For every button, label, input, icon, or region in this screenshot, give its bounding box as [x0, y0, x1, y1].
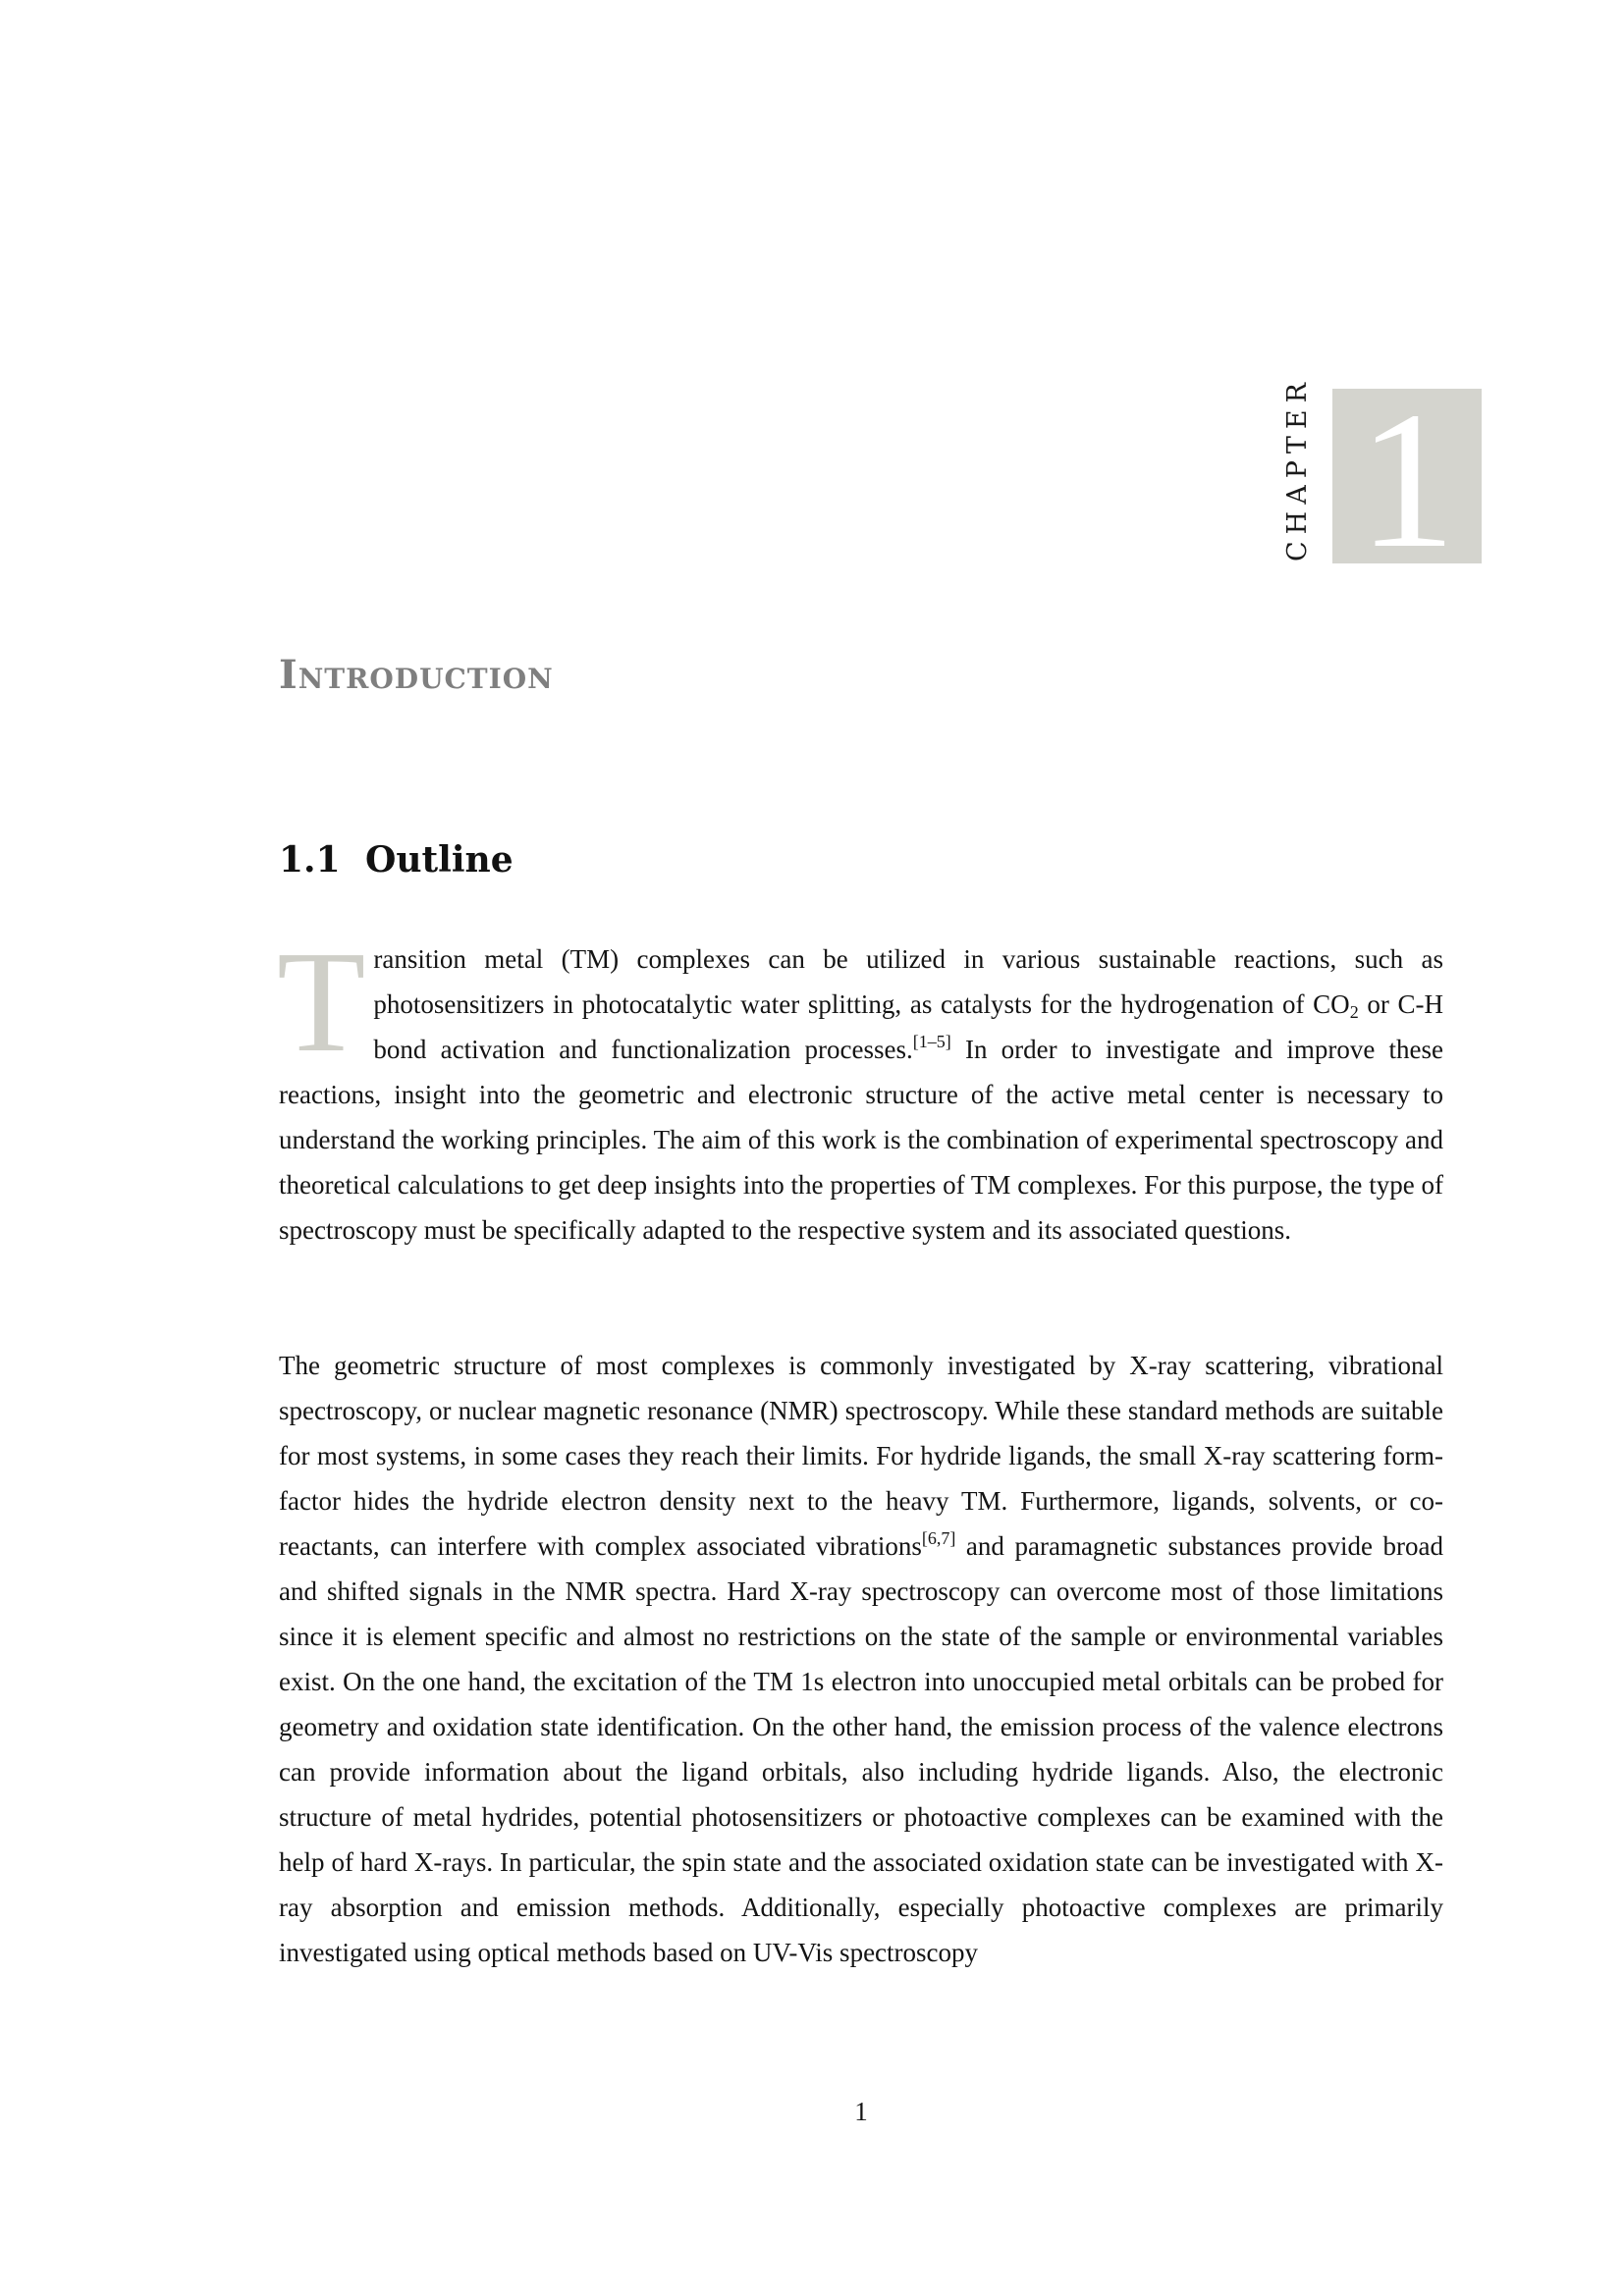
paragraph-outline-1 — [277, 922, 1443, 1253]
paragraph-text: or C-H bond activation and functionalization processes. — [373, 989, 1443, 1064]
chapter-number: 1 — [1358, 389, 1456, 563]
section-heading — [279, 839, 514, 881]
chapter-number-box — [1332, 389, 1482, 563]
paragraph-text: ransition metal (TM) complexes can be utilized in various sustainable reactions, such as photosensitizers in photocatalytic water splitting, as catalysts for the hydrogenation of CO — [373, 944, 1443, 1019]
paragraph-text: In order to investigate and improve these reactions, insight into the geometric and electronic structure of the active metal center is necessary to understand the working principles. The aim of this work is the combination of experimental spectroscopy and theoretical calculations to get deep insights into the properties of TM complexes. For this purpose, the type of spectroscopy must be specifically adapted to the respective system and its associated questions. — [279, 1035, 1443, 1245]
citation: [1–5] — [912, 1032, 951, 1051]
chapter-label: CHAPTER — [1282, 376, 1313, 561]
subscript: 2 — [1349, 1002, 1359, 1022]
paragraph-text: The geometric structure of most complexes is commonly investigated by X-ray scattering, vibrational spectroscopy, or nuclear magnetic resonance (NMR) spectroscopy. While these standard methods are suitable for most systems, in some cases they reach their limits. For hydride ligands, the small X-ray scattering form-factor hides the hydride electron density next to the heavy TM. Furthermore, ligands, solvents, or co-reactants, can interfere with complex associated vibrations — [279, 1351, 1443, 1561]
drop-cap: T — [277, 922, 366, 1083]
page-number: 1 — [854, 2097, 868, 2126]
citation: [6,7] — [921, 1528, 956, 1548]
section-number: 1.1 — [279, 839, 341, 881]
section-title: Outline — [365, 839, 514, 881]
chapter-title: Introduction — [279, 652, 554, 698]
paragraph-text: and paramagnetic substances provide broad and shifted signals in the NMR spectra. Hard X-ray spectroscopy can overcome most of those limitations since it is element specific and almost no restrictions on the state of the sample or environmental variables exist. On the one hand, the excitation of the TM 1s electron into unoccupied metal orbitals can be probed for geometry and oxidation state identification. On the other hand, the emission process of the valence electrons can provide information about the ligand orbitals, also including hydride ligands. Also, the electronic structure of metal hydrides, potential photosensitizers or photoactive complexes can be examined with the help of hard X-rays. In particular, the spin state and the associated oxidation state can be investigated with X-ray absorption and emission methods. Additionally, especially photoactive complexes are primarily investigated using optical methods based on UV-Vis spectroscopy — [279, 1531, 1444, 1967]
paragraph-outline-2 — [279, 1343, 1443, 1975]
